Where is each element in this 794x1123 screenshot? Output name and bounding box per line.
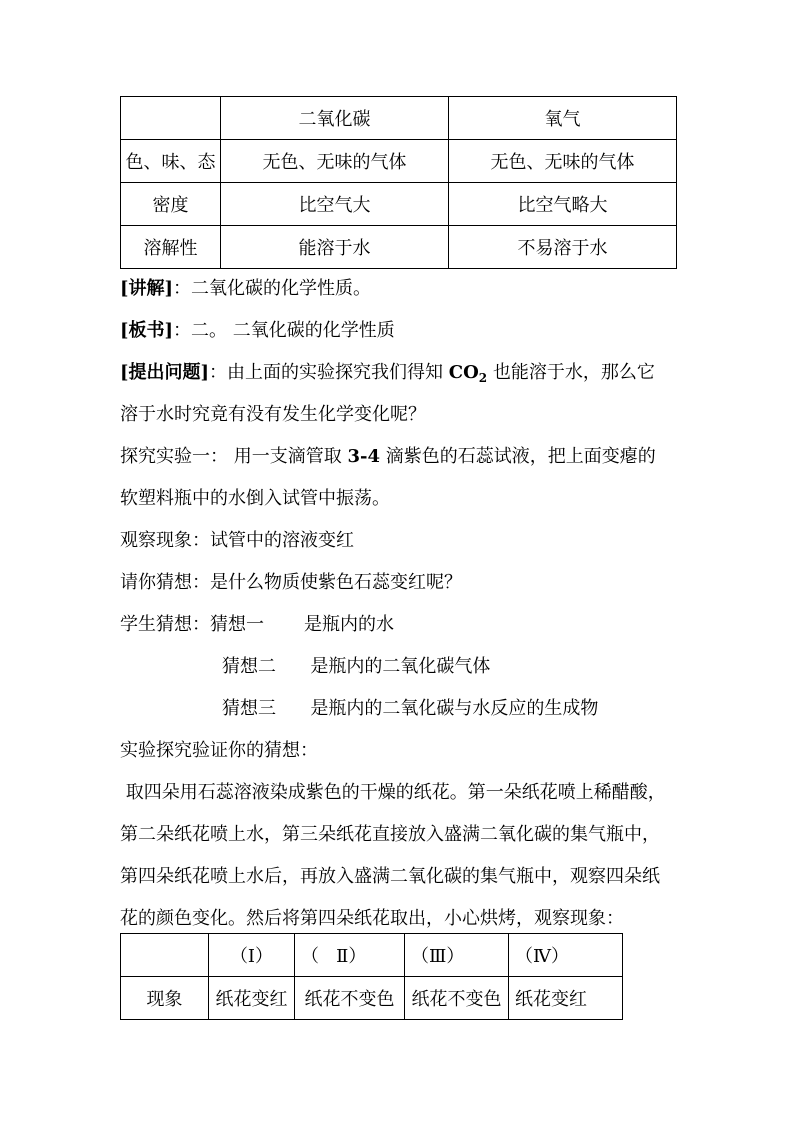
table-cell: （Ⅲ） bbox=[405, 934, 509, 977]
paragraph-line: 取四朵用石蕊溶液染成紫色的干燥的纸花。第一朵纸花喷上稀醋酸， bbox=[120, 782, 666, 803]
table-cell: 无色、无味的气体 bbox=[449, 140, 677, 183]
explanation-line bbox=[120, 277, 371, 301]
table-cell: 密度 bbox=[121, 183, 221, 226]
table-cell: 纸花不变色 bbox=[405, 977, 509, 1020]
table-cell: 比空气大 bbox=[221, 183, 449, 226]
table-cell: 氧气 bbox=[449, 97, 677, 140]
properties-table bbox=[120, 96, 677, 269]
table-row bbox=[121, 140, 677, 183]
table-cell: 能溶于水 bbox=[221, 226, 449, 269]
table-cell bbox=[121, 934, 209, 977]
line-text: 也能溶于水，那么它 bbox=[487, 362, 655, 383]
line-text: ：由上面的实验探究我们得知 bbox=[209, 362, 449, 383]
line-text: ：二。 二氧化碳的化学性质 bbox=[173, 320, 395, 341]
formula: CO bbox=[448, 362, 479, 383]
line-text: 滴紫色的石蕊试液，把上面变瘪的 bbox=[379, 446, 656, 467]
paragraph-line: 花的颜色变化。然后将第四朵纸花取出，小心烘烤，观察现象： bbox=[120, 908, 624, 929]
section-label: [板书] bbox=[120, 320, 174, 341]
observation-table bbox=[120, 933, 623, 1020]
table-cell: 溶解性 bbox=[121, 226, 221, 269]
paragraph-line: 请你猜想：是什么物质使紫色石蕊变红呢？ bbox=[120, 572, 462, 593]
line-text: 探究实验一： 用一支滴管取 bbox=[120, 446, 348, 467]
table-cell: 比空气略大 bbox=[449, 183, 677, 226]
blackboard-line bbox=[120, 319, 395, 343]
table-row bbox=[121, 226, 677, 269]
table-cell: （ Ⅱ） bbox=[295, 934, 405, 977]
table-cell: 不易溶于水 bbox=[449, 226, 677, 269]
table-cell: （Ⅳ） bbox=[509, 934, 623, 977]
table-header-row bbox=[121, 97, 677, 140]
paragraph-line: 猜想二 是瓶内的二氧化碳气体 bbox=[222, 656, 491, 677]
table-cell: （Ⅰ） bbox=[209, 934, 295, 977]
formula-subscript: 2 bbox=[478, 371, 488, 385]
paragraph-line: 实验探究验证你的猜想： bbox=[120, 740, 318, 761]
table-row bbox=[121, 977, 623, 1020]
question-line bbox=[120, 361, 655, 390]
table-cell: 二氧化碳 bbox=[221, 97, 449, 140]
paragraph-line: 软塑料瓶中的水倒入试管中振荡。 bbox=[120, 488, 390, 509]
paragraph-line: 第四朵纸花喷上水后，再放入盛满二氧化碳的集气瓶中，观察四朵纸 bbox=[120, 866, 660, 887]
paragraph-line: 猜想三 是瓶内的二氧化碳与水反应的生成物 bbox=[222, 698, 599, 719]
section-label: [提出问题] bbox=[120, 362, 210, 383]
table-cell: 现象 bbox=[121, 977, 209, 1020]
table-cell: 纸花不变色 bbox=[295, 977, 405, 1020]
table-cell: 无色、无味的气体 bbox=[221, 140, 449, 183]
table-header-row bbox=[121, 934, 623, 977]
line-text: ：二氧化碳的化学性质。 bbox=[173, 278, 372, 299]
drop-count: 3-4 bbox=[347, 446, 380, 467]
paragraph-line: 溶于水时究竟有没有发生化学变化呢？ bbox=[120, 404, 426, 425]
table-row bbox=[121, 183, 677, 226]
table-cell: 纸花变红 bbox=[209, 977, 295, 1020]
table-cell: 色、味、态 bbox=[121, 140, 221, 183]
table-cell: 纸花变红 bbox=[509, 977, 623, 1020]
paragraph-line: 学生猜想：猜想一 是瓶内的水 bbox=[120, 614, 395, 635]
paragraph-line: 第二朵纸花喷上水，第三朵纸花直接放入盛满二氧化碳的集气瓶中， bbox=[120, 824, 660, 845]
paragraph-line: 观察现象：试管中的溶液变红 bbox=[120, 530, 354, 551]
section-label: [讲解] bbox=[120, 278, 174, 299]
table-cell bbox=[121, 97, 221, 140]
experiment-line bbox=[120, 445, 656, 469]
